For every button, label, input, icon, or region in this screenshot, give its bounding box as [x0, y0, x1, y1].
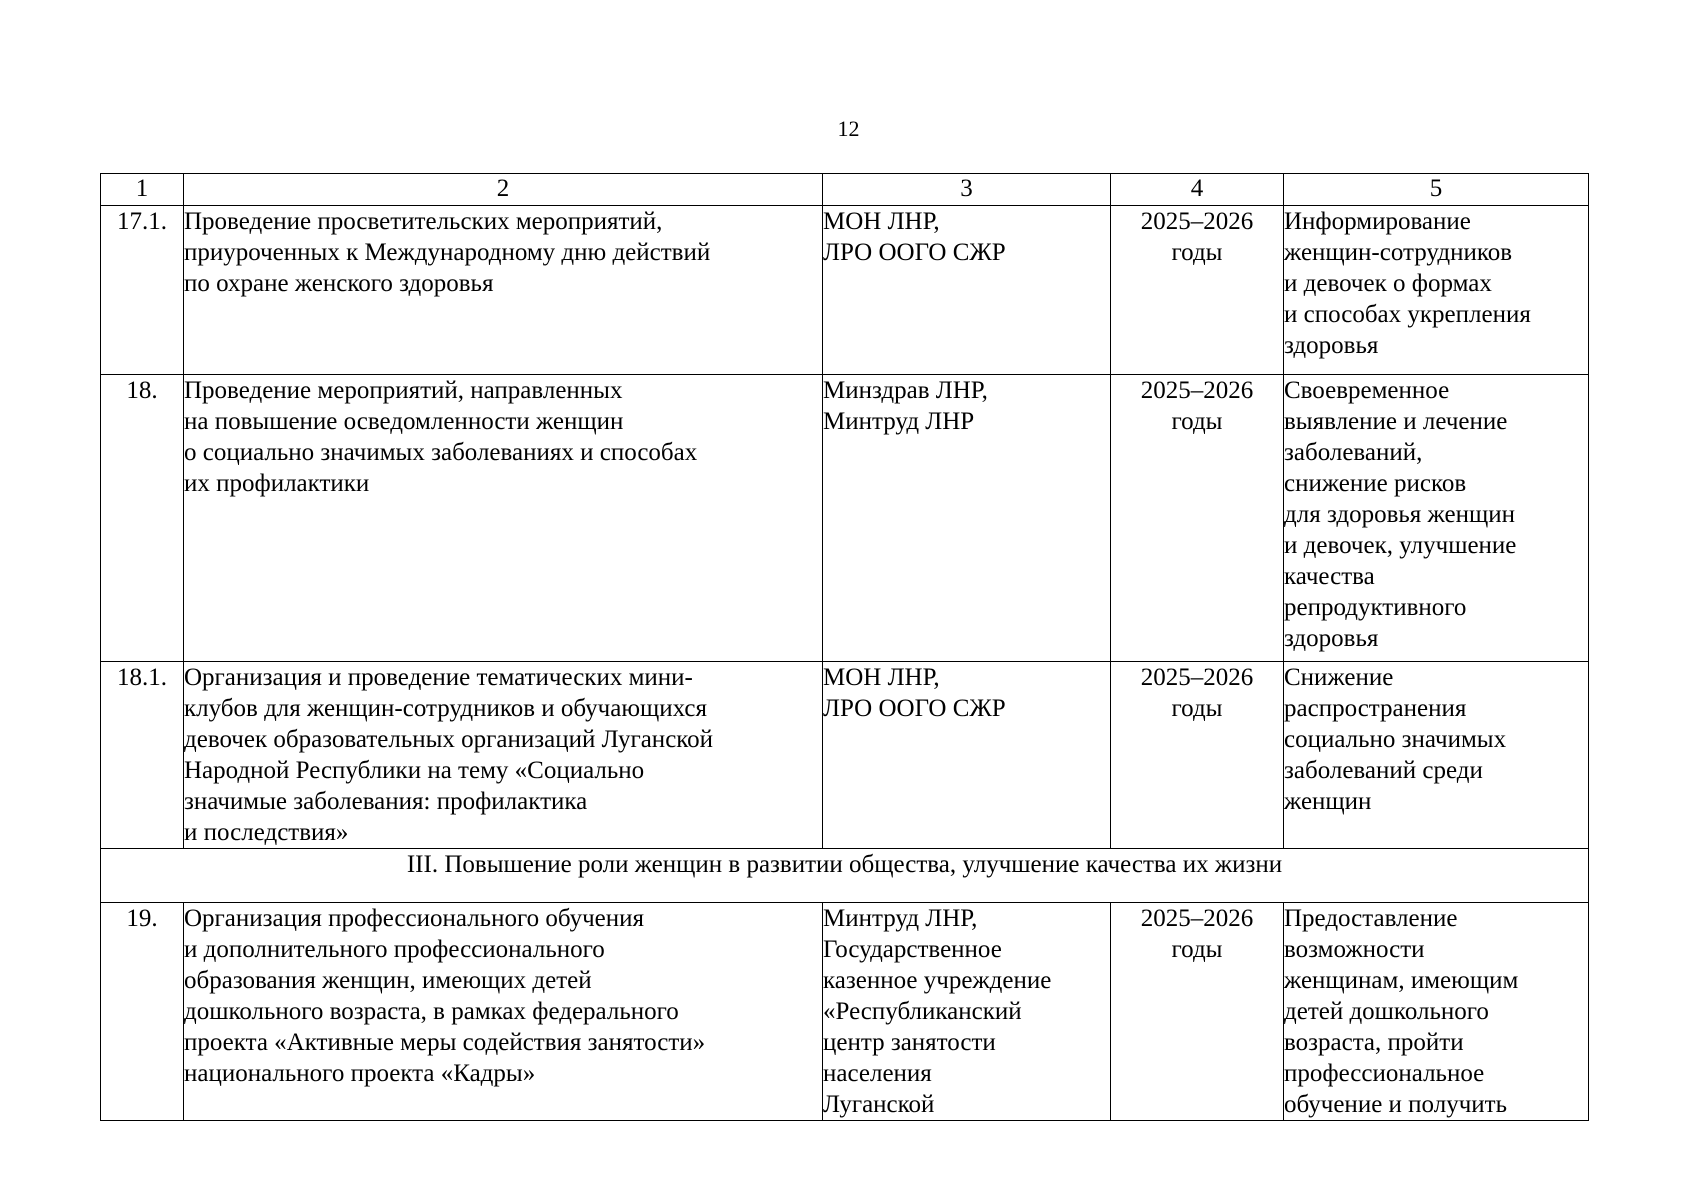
activity-line: значимые заболевания: профилактика — [184, 788, 588, 815]
activity-cell — [184, 662, 823, 849]
activity-line: Организация профессионального обучения — [184, 905, 645, 932]
result-line: Своевременное — [1284, 377, 1450, 404]
result-line: женщинам, имеющим — [1284, 967, 1519, 994]
result-line: женщин — [1284, 788, 1372, 815]
period-line: 2025–2026 — [1140, 208, 1254, 235]
table-header-row — [101, 174, 1589, 206]
column-number-4: 4 — [1111, 174, 1284, 206]
executors-cell — [823, 903, 1111, 1121]
result-line: женщин-сотрудников — [1284, 239, 1513, 266]
result-line: Информирование — [1284, 208, 1471, 235]
executor-line: Минтруд ЛНР — [823, 408, 975, 435]
result-line: распространения — [1284, 695, 1467, 722]
activity-line: девочек образовательных организаций Луганской — [184, 726, 714, 753]
period-line: годы — [1171, 695, 1223, 722]
executor-line: казенное учреждение — [823, 967, 1052, 994]
executor-line: населения — [823, 1060, 932, 1087]
executor-line: Луганской — [823, 1091, 935, 1118]
result-line: Снижение — [1284, 664, 1394, 691]
executor-line: МОН ЛНР, — [823, 208, 940, 235]
result-line: детей дошкольного — [1284, 998, 1489, 1025]
result-cell — [1284, 206, 1589, 375]
column-number-2: 2 — [184, 174, 823, 206]
executor-line: Минтруд ЛНР, — [823, 905, 978, 932]
result-line: возраста, пройти — [1284, 1029, 1464, 1056]
column-number-5: 5 — [1284, 174, 1589, 206]
result-line: заболеваний, — [1284, 439, 1423, 466]
period-cell — [1111, 903, 1284, 1121]
activity-line: и дополнительного профессионального — [184, 936, 605, 963]
activity-line: Проведение просветительских мероприятий, — [184, 208, 663, 235]
period-line: годы — [1171, 239, 1223, 266]
executor-line: Минздрав ЛНР, — [823, 377, 988, 404]
table-row — [101, 903, 1589, 1121]
result-cell — [1284, 375, 1589, 662]
result-line: снижение рисков — [1284, 470, 1467, 497]
activity-cell — [184, 206, 823, 375]
result-line: обучение и получить — [1284, 1091, 1507, 1118]
executor-line: МОН ЛНР, — [823, 664, 940, 691]
activity-line: национального проекта «Кадры» — [184, 1060, 536, 1087]
executor-line: ЛРО ООГО СЖР — [823, 239, 1006, 266]
activity-line: и последствия» — [184, 819, 349, 846]
period-cell — [1111, 206, 1284, 375]
row-number: 18. — [101, 375, 184, 662]
result-line: для здоровья женщин — [1284, 501, 1515, 528]
row-number: 19. — [101, 903, 184, 1121]
result-line: социально значимых — [1284, 726, 1507, 753]
activity-line: по охране женского здоровья — [184, 270, 494, 297]
result-line: заболеваний среди — [1284, 757, 1483, 784]
executors-cell — [823, 206, 1111, 375]
result-line: и девочек, улучшение — [1284, 532, 1517, 559]
row-number: 17.1. — [101, 206, 184, 375]
period-line: годы — [1171, 408, 1223, 435]
activity-line: приуроченных к Международному дню действий — [184, 239, 711, 266]
row-number: 18.1. — [101, 662, 184, 849]
executor-line: ЛРО ООГО СЖР — [823, 695, 1006, 722]
result-line: Предоставление — [1284, 905, 1458, 932]
page-number: 12 — [837, 116, 860, 141]
period-line: 2025–2026 — [1140, 664, 1254, 691]
result-cell — [1284, 662, 1589, 849]
result-line: здоровья — [1284, 625, 1379, 652]
activity-line: дошкольного возраста, в рамках федерального — [184, 998, 679, 1025]
period-line: 2025–2026 — [1140, 377, 1254, 404]
result-line: выявление и лечение — [1284, 408, 1508, 435]
activity-line: Народной Республики на тему «Социально — [184, 757, 645, 784]
executors-cell — [823, 375, 1111, 662]
activity-line: Организация и проведение тематических мини- — [184, 664, 693, 691]
result-line: репродуктивного — [1284, 594, 1467, 621]
executors-cell — [823, 662, 1111, 849]
table-row — [101, 375, 1589, 662]
period-line: годы — [1171, 936, 1223, 963]
result-line: возможности — [1284, 936, 1425, 963]
column-number-3: 3 — [823, 174, 1111, 206]
executor-line: центр занятости — [823, 1029, 996, 1056]
section-title: III. Повышение роли женщин в развитии общества, улучшение качества их жизни — [101, 849, 1589, 903]
executor-line: «Республиканский — [823, 998, 1022, 1025]
section-heading-row — [101, 849, 1589, 903]
result-line: здоровья — [1284, 332, 1379, 359]
activity-cell — [184, 903, 823, 1121]
activity-cell — [184, 375, 823, 662]
period-cell — [1111, 662, 1284, 849]
column-number-1: 1 — [101, 174, 184, 206]
result-line: профессиональное — [1284, 1060, 1485, 1087]
result-line: качества — [1284, 563, 1375, 590]
activity-line: их профилактики — [184, 470, 370, 497]
table-row — [101, 206, 1589, 375]
action-plan-table — [100, 173, 1589, 1121]
activity-line: образования женщин, имеющих детей — [184, 967, 592, 994]
table-row — [101, 662, 1589, 849]
period-line: 2025–2026 — [1140, 905, 1254, 932]
result-line: и девочек о формах — [1284, 270, 1492, 297]
result-line: и способах укрепления — [1284, 301, 1531, 328]
executor-line: Государственное — [823, 936, 1002, 963]
activity-line: на повышение осведомленности женщин — [184, 408, 624, 435]
result-cell — [1284, 903, 1589, 1121]
activity-line: проекта «Активные меры содействия занятости» — [184, 1029, 706, 1056]
activity-line: Проведение мероприятий, направленных — [184, 377, 623, 404]
activity-line: о социально значимых заболеваниях и способах — [184, 439, 698, 466]
activity-line: клубов для женщин-сотрудников и обучающихся — [184, 695, 708, 722]
period-cell — [1111, 375, 1284, 662]
